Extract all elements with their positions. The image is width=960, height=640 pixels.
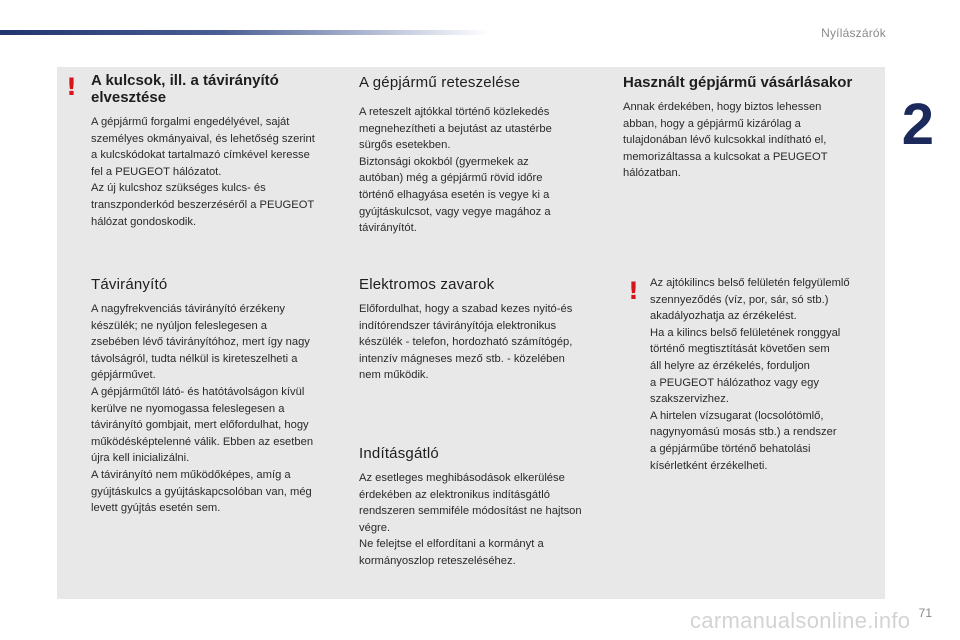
text-line: indítórendszer távirányítója elektronikus: [359, 319, 557, 332]
text-line: zsebében lévő távirányítóhoz, mert így nagy: [91, 336, 310, 349]
text-line: Az ajtókilincs belső felületén felgyülemlő: [650, 277, 850, 289]
locking-title: A gépjármű reteszelése: [359, 74, 521, 91]
remote-section: [91, 276, 349, 517]
electrical-title: Elektromos zavarok: [359, 276, 495, 293]
text-line: A távirányító nem működőképes, amíg a: [91, 468, 291, 481]
text-line: működésképtelenné válik. Ebben az esetben: [91, 435, 314, 448]
remote-title: Távirányító: [91, 276, 168, 293]
text-line: transzponderkód beszerzéséről a PEUGEOT: [91, 198, 315, 211]
text-line: Az új kulcshoz szükséges kulcs- és: [91, 182, 266, 195]
text-line: szakszervizhez.: [650, 393, 729, 406]
text-line: megnehezítheti a bejutást az utastérbe: [359, 122, 552, 135]
lost-keys-section: [91, 72, 349, 230]
text-line: áll helyre az érzékelés, forduljon: [650, 359, 810, 372]
text-line: rendszeren semmiféle módosítást ne hajtson: [359, 505, 582, 518]
text-line: memorizáltassa a kulcsokat a PEUGEOT: [623, 150, 828, 163]
text-line: végre.: [359, 521, 391, 534]
text-line: távirányítót.: [359, 222, 417, 235]
text-line: érdekében az elektronikus indításgátló: [359, 488, 550, 501]
used-car-title: Használt gépjármű vásárlásakor: [623, 74, 853, 91]
text-line: kerülve ne nyomogassa feleslegesen a: [91, 402, 285, 415]
text-line: Annak érdekében, hogy biztos lehessen: [623, 101, 822, 113]
text-line: A hirtelen vízsugarat (locsolótömlő,: [650, 409, 824, 422]
text-line: újra kell inicializálni.: [91, 452, 190, 465]
lost-keys-title: A kulcsok, ill. a távirányító elvesztése: [91, 72, 279, 106]
text-line: a gépjárműbe történő behatolási: [650, 442, 811, 455]
text-line: sürgős esetekben.: [359, 139, 451, 152]
immobiliser-title: Indításgátló: [359, 445, 439, 462]
text-line: A gépjárműtől látó- és hatótávolságon kívül: [91, 385, 305, 398]
watermark: carmanualsonline.info: [690, 608, 911, 633]
text-line: A nagyfrekvenciás távirányító érzékeny: [91, 303, 286, 315]
text-line: személyes okmányaival, és lehetőség szerint: [91, 132, 315, 145]
lost-keys-text: [91, 114, 349, 230]
text-line: Előfordulhat, hogy a szabad kezes nyitó-és: [359, 303, 573, 315]
text-line: gyújtáskulcs a gyújtáskapcsolóban van, még: [91, 485, 312, 498]
text-line: autóban) még a gépjármű rövid időre: [359, 172, 543, 185]
text-line: intenzív mágneses mező stb. - közelében: [359, 352, 565, 365]
text-line: kormányoszlop reteszeléséhez.: [359, 554, 516, 567]
text-line: abban, hogy a gépjármű kizárólag a: [623, 117, 801, 130]
text-line: Ha a kilincs belső felületének ronggyal: [650, 326, 841, 339]
text-line: Az esetleges meghibásodások elkerülése: [359, 472, 565, 484]
text-line: történő megtisztítását követően sem: [650, 343, 830, 356]
text-line: a PEUGEOT hálózathoz vagy egy: [650, 376, 819, 389]
locking-section: [359, 74, 609, 237]
text-line: hálózatban.: [623, 167, 681, 180]
text-line: nagynyomású mosás stb.) a rendszer: [650, 426, 837, 439]
text-line: hálózat gondoskodik.: [91, 215, 197, 228]
exclamation-mark-icon: !: [628, 277, 639, 305]
remote-text: [91, 301, 349, 517]
text-line: gyújtáskulcsot, vagy vegye magához a: [359, 205, 551, 218]
text-line: Biztonsági okokból (gyermekek az: [359, 155, 529, 168]
text-line: nem működik.: [359, 369, 429, 382]
text-line: A gépjármű forgalmi engedélyével, saját: [91, 116, 290, 128]
used-car-text: [623, 99, 873, 182]
page-number: 71: [918, 606, 932, 620]
exclamation-mark-icon: !: [66, 73, 77, 101]
immobiliser-text: [359, 470, 609, 570]
text-line: történő elhagyása esetén is vegye ki a: [359, 188, 550, 201]
text-line: levett gyújtás esetén sem.: [91, 502, 221, 515]
text-line: fel a PEUGEOT hálózatot.: [91, 165, 222, 178]
handle-warning-section: [650, 275, 880, 474]
handle-warning-text: [650, 275, 880, 474]
text-line: gépjárművet.: [91, 369, 156, 382]
text-line: tulajdonában lévő kulcsokkal indítható el,: [623, 134, 827, 147]
text-line: akadályozhatja az érzékelést.: [650, 310, 797, 323]
electrical-text: [359, 301, 609, 384]
text-line: kísérletként érzékelheti.: [650, 459, 768, 472]
text-line: készülék; ne nyúljon feleslegesen a: [91, 319, 268, 332]
header-accent-bar: [0, 30, 490, 35]
text-line: a kulcskódokat tartalmazó címkével keresse: [91, 149, 310, 162]
used-car-section: [623, 74, 873, 182]
text-line: szennyeződés (víz, por, sár, só stb.): [650, 293, 829, 306]
immobiliser-section: [359, 445, 609, 570]
text-line: A reteszelt ajtókkal történő közlekedés: [359, 106, 550, 118]
electrical-section: [359, 276, 609, 384]
locking-text: [359, 104, 609, 237]
chapter-number: 2: [901, 92, 934, 157]
text-line: készülék - telefon, hordozható számítógép,: [359, 336, 573, 349]
section-title: Nyílászárók: [821, 26, 886, 40]
text-line: távirányító gombjait, mert előfordulhat, hogy: [91, 419, 309, 432]
text-line: távolságról, tudta nélkül is kireteszelheti a: [91, 352, 298, 365]
text-line: Ne felejtse el elfordítani a kormányt a: [359, 538, 544, 551]
